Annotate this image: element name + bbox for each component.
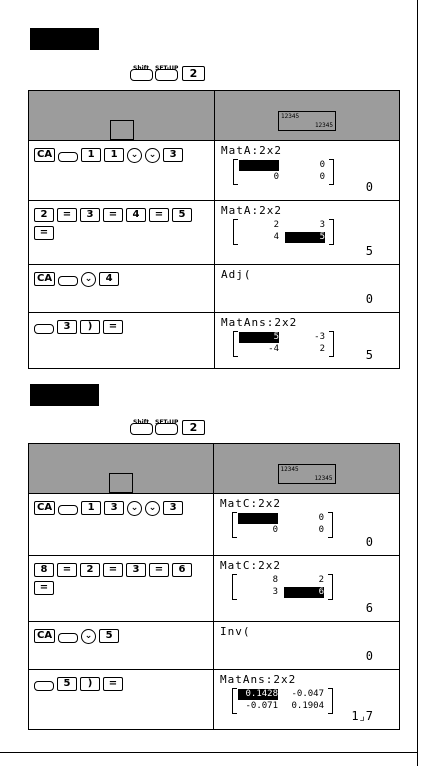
keystroke-cell <box>29 494 214 556</box>
calculator-key: = <box>149 563 169 577</box>
result-value: 1⌟7 <box>351 709 373 723</box>
matrix-cell: 3 <box>272 587 278 597</box>
matrix-cell: 0 <box>273 172 279 182</box>
calculator-key: 3 <box>57 320 77 334</box>
calculator-key: = <box>103 208 123 222</box>
blank-key <box>58 152 78 162</box>
keystroke-cell <box>29 265 215 313</box>
matrix-cell: -0.047 <box>291 689 324 699</box>
down-arrow-key: ⌄ <box>127 501 142 516</box>
matrix-cell <box>239 160 279 171</box>
keystroke-icon <box>110 120 134 140</box>
keystroke-cell <box>29 556 214 622</box>
calculator-key: = <box>103 677 123 691</box>
display-cell <box>215 141 400 201</box>
down-arrow-key: ⌄ <box>81 629 96 644</box>
calculator-key: 3 <box>126 563 146 577</box>
result-value: 5 <box>365 244 373 258</box>
calculator-key: = <box>57 208 77 222</box>
page-rule <box>417 0 418 766</box>
calculator-key: = <box>149 208 169 222</box>
mode-key: 2 <box>182 66 205 81</box>
display-cell <box>214 622 400 670</box>
setup-key: SET-UP <box>155 69 178 81</box>
result-value: 0 <box>365 535 373 549</box>
blank-key <box>58 505 78 515</box>
mode-key: 2 <box>182 420 205 435</box>
calculator-key: 3 <box>104 501 124 515</box>
calculator-key: 2 <box>34 208 54 222</box>
result-value: 0 <box>365 292 373 306</box>
step-row <box>29 265 400 313</box>
steps-table-1 <box>28 90 400 369</box>
display-line: MatC:2x2 <box>220 559 281 572</box>
result-value: 0 <box>365 180 373 194</box>
calculator-key: 6 <box>172 563 192 577</box>
header-display-cell <box>215 91 400 141</box>
step-row <box>29 201 400 265</box>
calculator-key: 4 <box>126 208 146 222</box>
matrix-cell: 0 <box>272 525 278 535</box>
calculator-key: = <box>34 226 54 240</box>
calculator-key: 3 <box>80 208 100 222</box>
lcd-icon: 12345 12345 <box>278 111 336 131</box>
display-cell <box>214 494 400 556</box>
matrix-display <box>232 574 332 600</box>
matrix-cell: 6 <box>284 587 324 598</box>
calculator-key: = <box>103 320 123 334</box>
matrix-cell: 2 <box>318 575 324 585</box>
calculator-key: = <box>103 563 123 577</box>
matrix-cell <box>238 513 278 524</box>
header-display-cell <box>214 444 400 494</box>
matrix-cell: 2 <box>273 220 279 230</box>
calculator-key: CA <box>34 148 55 162</box>
blank-key <box>58 276 78 286</box>
calculator-key: 5 <box>172 208 192 222</box>
calculator-key: ) <box>80 320 100 334</box>
calculator-key: 5 <box>57 677 77 691</box>
example-2-label <box>30 384 99 406</box>
matrix-cell: 4 <box>273 232 279 242</box>
calculator-key: 1 <box>104 148 124 162</box>
header-keys-cell <box>29 91 215 141</box>
keystroke-cell <box>29 670 214 730</box>
display-line: MatAns:2x2 <box>221 316 298 329</box>
calculator-key: = <box>57 563 77 577</box>
matrix-display <box>233 219 333 245</box>
display-cell <box>214 556 400 622</box>
result-value: 0 <box>365 649 373 663</box>
display-line: MatC:2x2 <box>220 497 281 510</box>
matrix-display <box>233 331 333 357</box>
matrix-cell: 0.1428 <box>238 689 278 700</box>
lcd-icon: 12345 12345 <box>278 464 336 484</box>
calculator-key: 8 <box>34 563 54 577</box>
calculator-key: 3 <box>163 501 183 515</box>
calculator-key: 5 <box>99 629 119 643</box>
calculator-key: CA <box>34 272 55 286</box>
matrix-cell: 3 <box>319 220 325 230</box>
matrix-display <box>233 159 333 185</box>
setup-key: SET-UP <box>155 423 178 435</box>
matrix-cell: -4 <box>268 344 279 354</box>
shift-key: Shift <box>130 423 153 435</box>
blank-key <box>34 681 54 691</box>
result-value: 5 <box>365 348 373 362</box>
keystroke-cell <box>29 313 215 369</box>
keystroke-icon <box>109 473 133 493</box>
matrix-cell: 5 <box>239 332 279 343</box>
keystroke-cell <box>29 141 215 201</box>
display-cell <box>215 201 400 265</box>
matrix-cell: 0 <box>319 172 325 182</box>
calculator-key: = <box>34 581 54 595</box>
step-row <box>29 313 400 369</box>
keystroke-cell <box>29 622 214 670</box>
calculator-key: 2 <box>80 563 100 577</box>
matrix-cell: 0.1904 <box>291 701 324 711</box>
matrix-cell: 5 <box>285 232 325 243</box>
example-1-label <box>30 28 99 50</box>
result-value: 6 <box>365 601 373 615</box>
display-cell <box>215 265 400 313</box>
display-line: MatAns:2x2 <box>220 673 297 686</box>
display-cell <box>214 670 400 730</box>
matrix-cell: 0 <box>319 160 325 170</box>
display-cell <box>215 313 400 369</box>
matrix-display <box>232 512 332 538</box>
header-keys-cell <box>29 444 214 494</box>
calculator-key: 4 <box>99 272 119 286</box>
display-line: MatA:2x2 <box>221 204 282 217</box>
blank-key <box>34 324 54 334</box>
step-row <box>29 556 400 622</box>
down-arrow-key: ⌄ <box>127 148 142 163</box>
step-row <box>29 494 400 556</box>
matrix-display <box>232 688 332 714</box>
matrix-cell: 2 <box>319 344 325 354</box>
blank-key <box>58 633 78 643</box>
down-arrow-key: ⌄ <box>81 272 96 287</box>
display-line: Adj( <box>221 268 252 281</box>
down-arrow-key: ⌄ <box>145 148 160 163</box>
matrix-cell: -3 <box>314 332 325 342</box>
matrix-cell: 0 <box>318 513 324 523</box>
steps-table-2 <box>28 443 400 730</box>
matrix-cell: -0.071 <box>245 701 278 711</box>
matrix-cell: 8 <box>272 575 278 585</box>
calculator-key: CA <box>34 501 55 515</box>
display-line: Inv( <box>220 625 251 638</box>
display-line: MatA:2x2 <box>221 144 282 157</box>
calculator-key: 1 <box>81 148 101 162</box>
keystroke-cell <box>29 201 215 265</box>
matrix-cell: 0 <box>318 525 324 535</box>
calculator-key: 3 <box>163 148 183 162</box>
step-row <box>29 141 400 201</box>
down-arrow-key: ⌄ <box>145 501 160 516</box>
step-row <box>29 670 400 730</box>
step-row <box>29 622 400 670</box>
calculator-key: ) <box>80 677 100 691</box>
bottom-rule <box>0 752 418 753</box>
calculator-key: 1 <box>81 501 101 515</box>
shift-key: Shift <box>130 69 153 81</box>
calculator-key: CA <box>34 629 55 643</box>
